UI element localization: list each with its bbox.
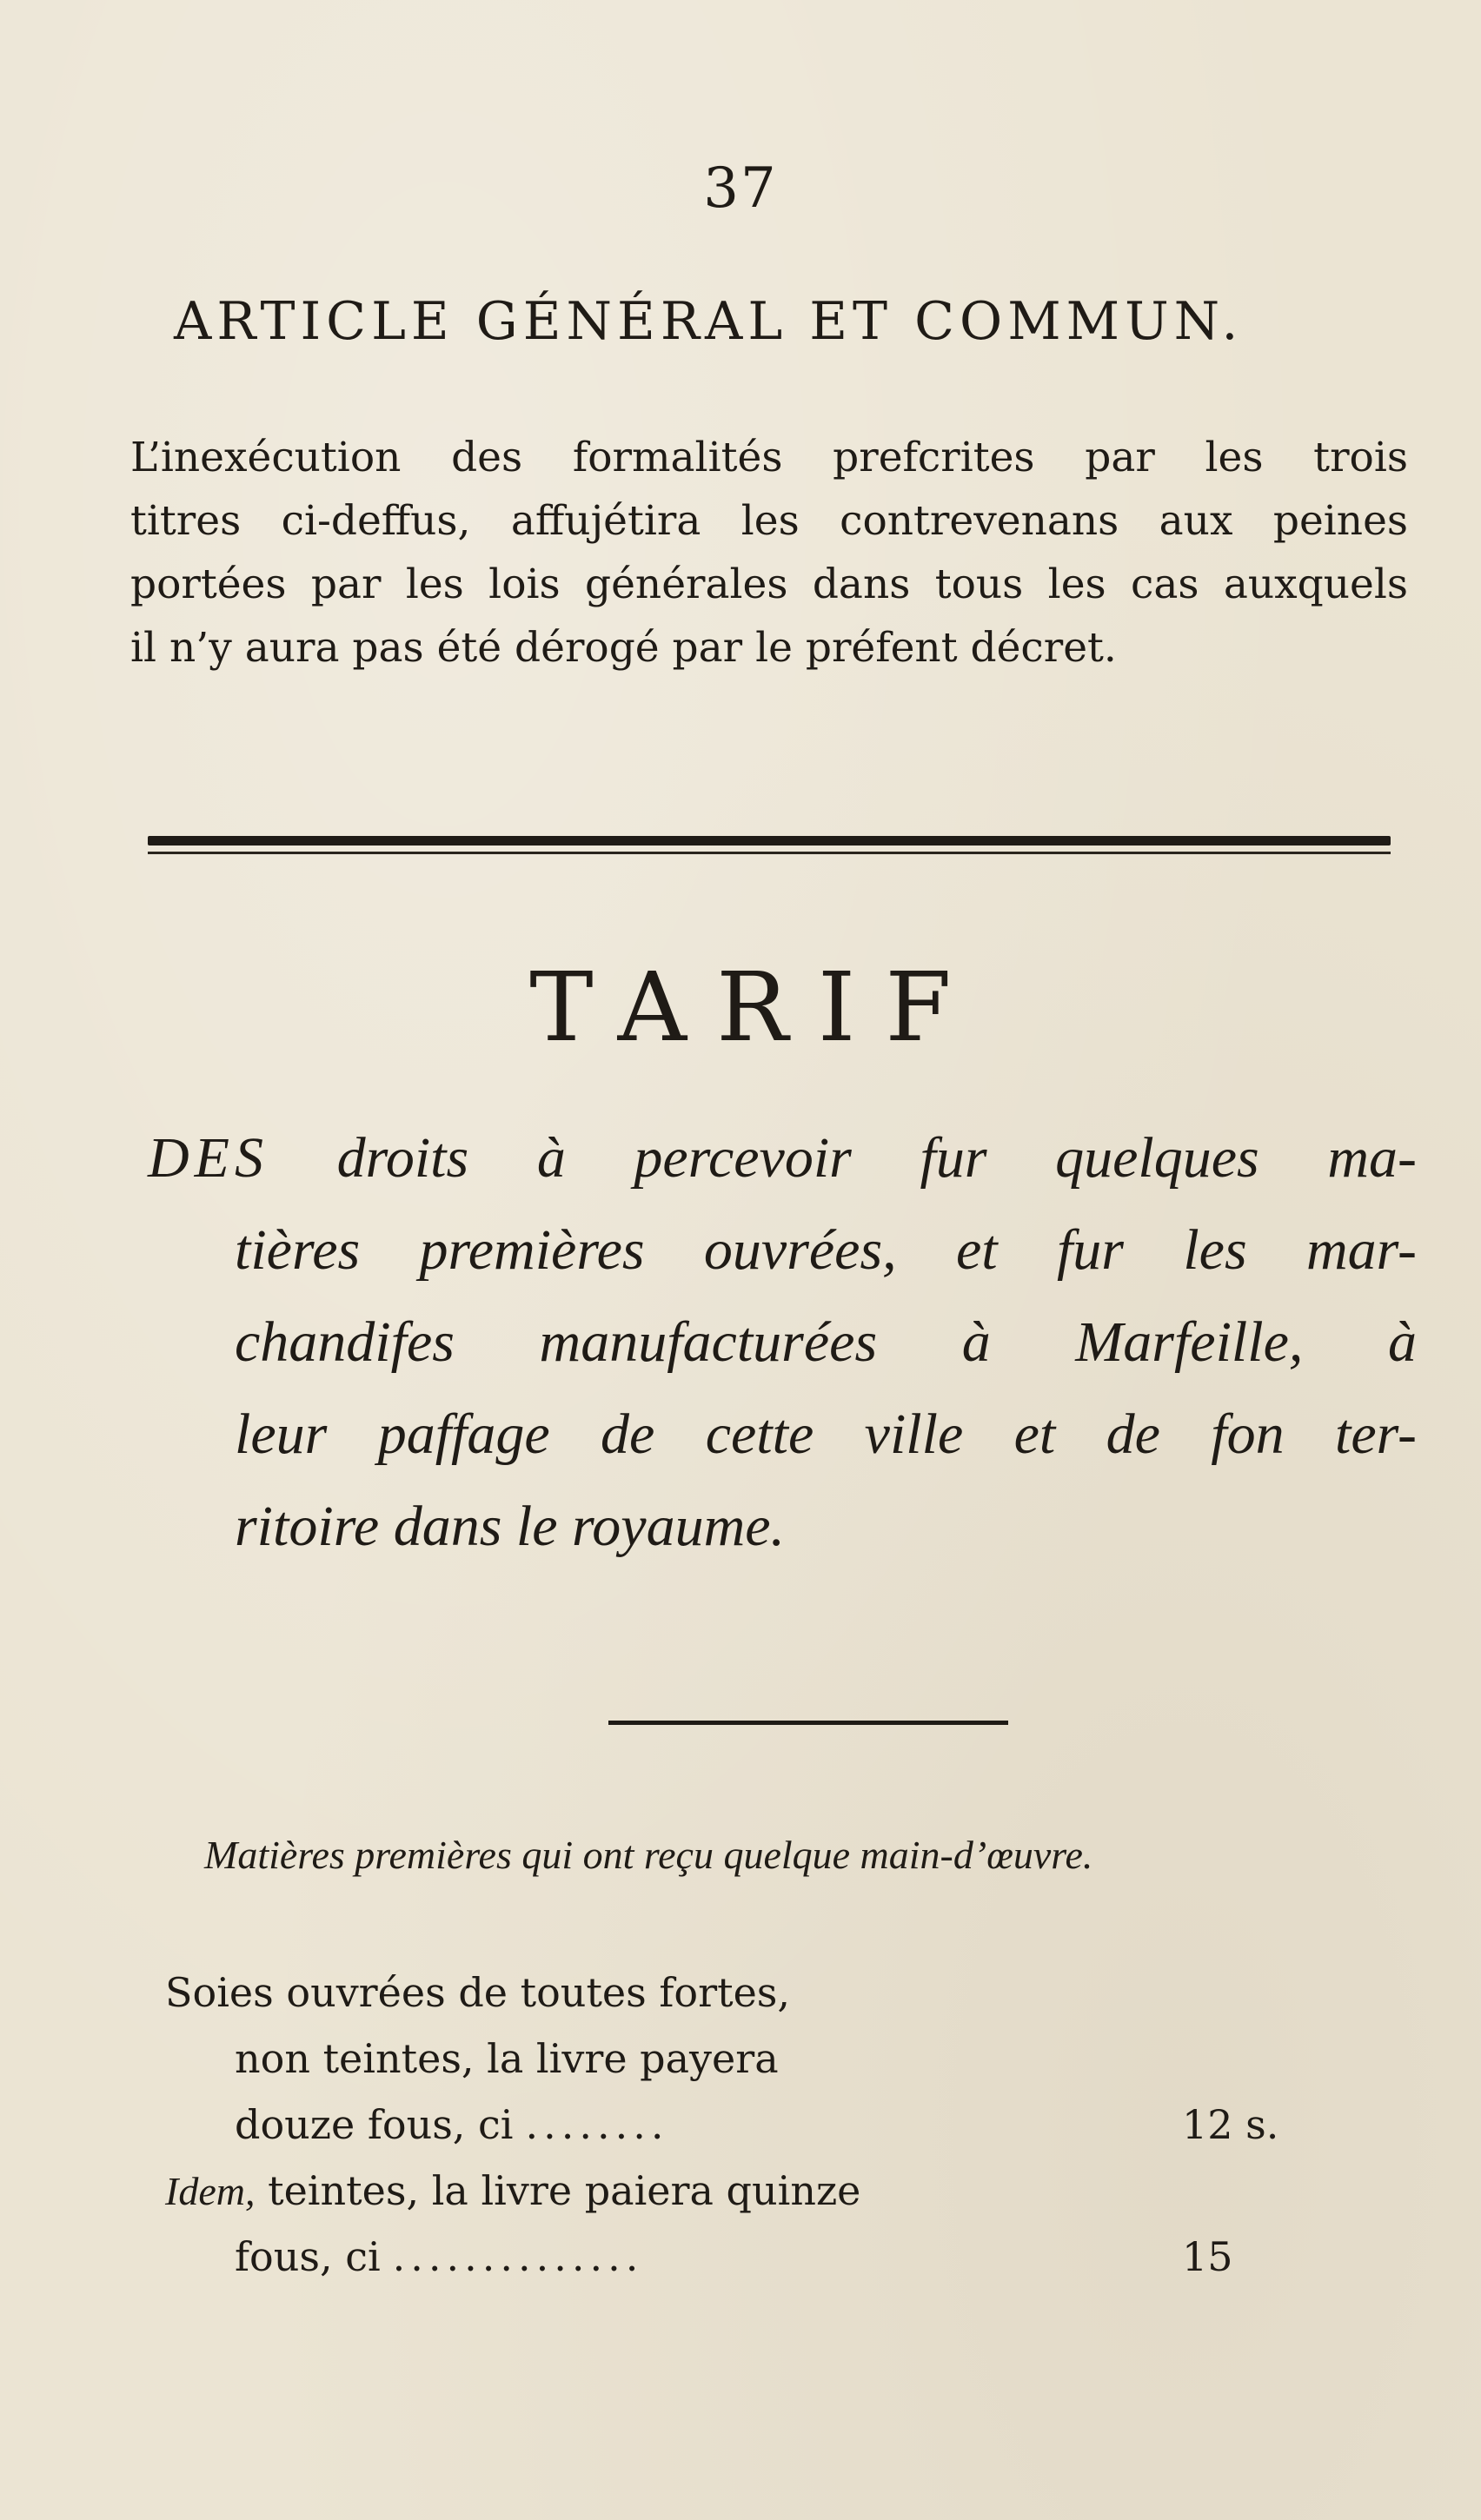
paragraph-line: L’inexécution des formalités prefcrites par les trois — [130, 434, 1408, 481]
entry-line — [165, 2158, 1382, 2224]
subtitle-line: leur paffage de cette ville et de fon ter- — [235, 1403, 1417, 1466]
entry-text: Soies ouvrées de toutes fortes, — [165, 1969, 791, 2016]
paragraph-line: il n’y aura pas été dérogé par le préfent décret. — [130, 624, 1117, 672]
entry-line — [165, 2026, 1382, 2092]
subtitle-line: chandifes manufacturées à Marfeille, à — [235, 1310, 1417, 1374]
dot-leader: .............. — [392, 2233, 644, 2280]
article-paragraph — [130, 426, 1408, 680]
subtitle-line: tières premières ouvrées, et fur les mar- — [235, 1218, 1417, 1282]
subtitle-line: ritoire dans le royaume. — [235, 1495, 786, 1558]
tariff-entries — [165, 1960, 1382, 2290]
entry-line — [165, 2224, 1382, 2290]
entry-text — [235, 2092, 669, 2158]
entry-line — [165, 2092, 1382, 2158]
tarif-subtitle — [148, 1112, 1417, 1573]
tarif-title: TARIF — [529, 952, 981, 1063]
entry-text-lead: fous, ci — [235, 2233, 381, 2280]
entry-amount: 15 — [1182, 2233, 1233, 2280]
subtitle-prefix: DES — [148, 1126, 269, 1190]
paragraph-line: titres ci-deffus, affujétira les contrevenans aux peines — [130, 497, 1408, 545]
entry-text — [165, 2158, 860, 2225]
subtitle-line-text: droits à percevoir fur quelques ma- — [268, 1126, 1417, 1190]
entry-text: non teintes, la livre payera — [235, 2035, 779, 2082]
entry-line — [165, 1960, 1382, 2026]
dot-leader: ........ — [525, 2101, 669, 2148]
entry-amount: 12 s. — [1182, 2101, 1279, 2148]
entry-text-lead: douze fous, ci — [235, 2101, 514, 2148]
subtitle-line — [148, 1112, 1417, 1204]
short-rule-divider — [608, 1721, 1008, 1725]
entry-text — [235, 2224, 643, 2290]
article-heading: ARTICLE GÉNÉRAL ET COMMUN. — [174, 291, 1244, 352]
page-number: 37 — [703, 156, 778, 221]
entry-text-rest: teintes, la livre paiera quinze — [255, 2167, 861, 2214]
section-heading: Matières premières qui ont reçu quelque main-d’œuvre. — [204, 1833, 1093, 1877]
paragraph-line: portées par les lois générales dans tous les cas auxquels — [130, 560, 1408, 608]
idem-label: Idem, — [165, 2169, 256, 2213]
double-rule-divider — [148, 836, 1391, 854]
thin-rule — [148, 852, 1391, 854]
thick-rule — [148, 836, 1391, 846]
